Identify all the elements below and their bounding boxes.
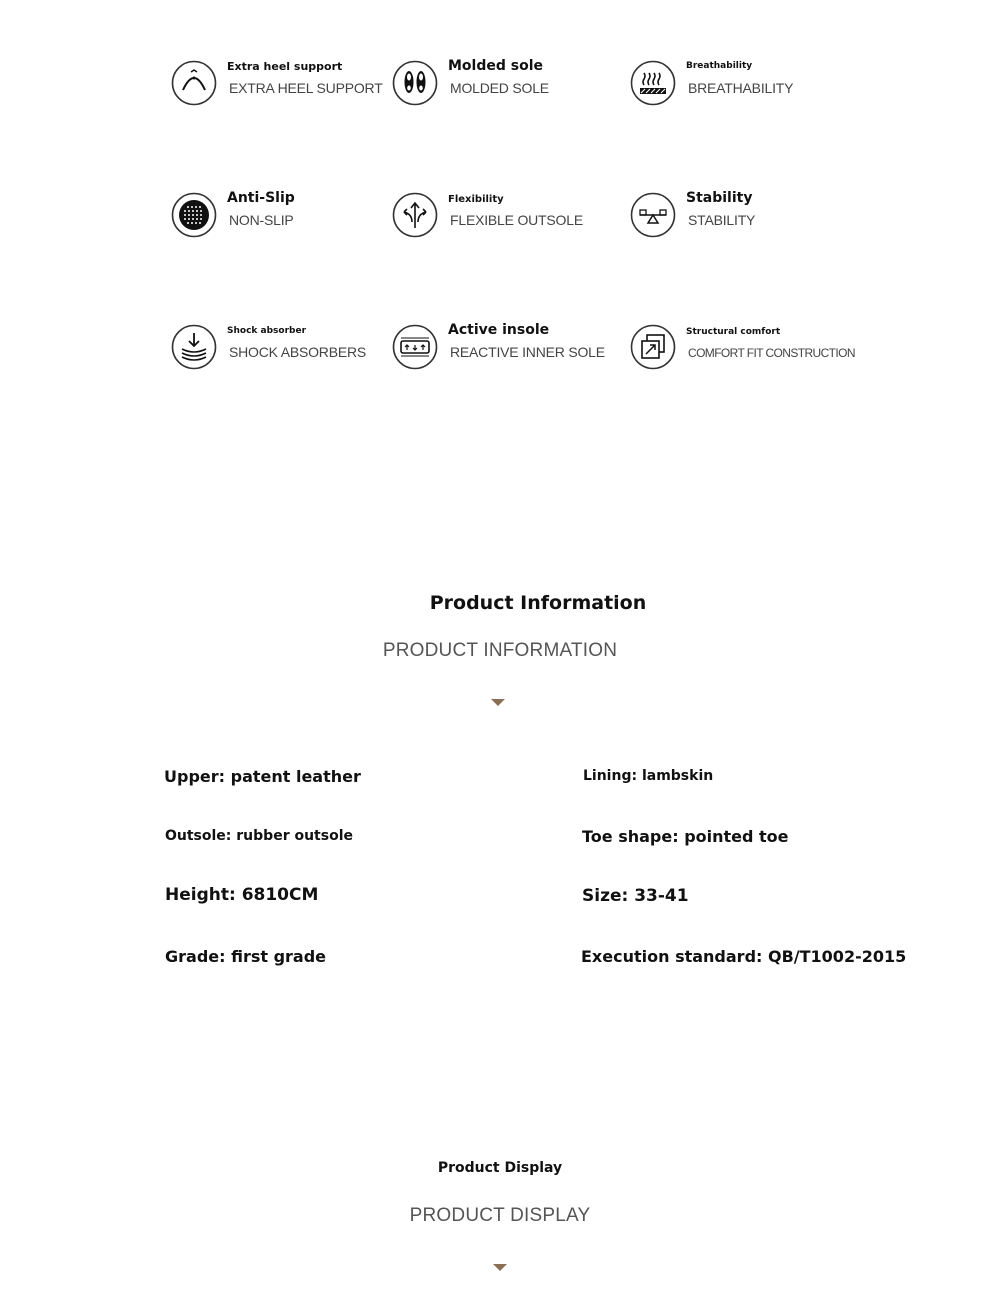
feature-title: Active insole [448, 322, 550, 338]
feature-structural-comfort [630, 324, 890, 374]
feature-subtitle: BREATHABILITY [688, 80, 794, 96]
feature-molded-sole [392, 60, 652, 110]
arrow-down-icon [493, 1264, 507, 1271]
spec-lining: Lining: lambskin [583, 768, 714, 784]
spec-execution-standard: Execution standard: QB/T1002-2015 [581, 947, 907, 966]
product-information-title: Product Information [429, 592, 647, 614]
spec-outsole: Outsole: rubber outsole [165, 828, 353, 844]
heel-support-icon [171, 60, 217, 106]
feature-active-insole [392, 324, 652, 374]
feature-stability [630, 192, 890, 242]
feature-title: Structural comfort [686, 327, 781, 337]
feature-title: Extra heel support [227, 60, 343, 73]
feature-subtitle: COMFORT FIT CONSTRUCTION [688, 346, 855, 360]
shock-absorber-icon [171, 324, 217, 370]
feature-title: Breathability [686, 61, 753, 71]
spec-grade: Grade: first grade [165, 947, 327, 966]
feature-subtitle: SHOCK ABSORBERS [229, 344, 367, 360]
spec-height: Height: 6810CM [165, 885, 319, 905]
breathability-icon [630, 60, 676, 106]
product-information-subtitle: PRODUCT INFORMATION [382, 640, 618, 661]
arrow-down-icon [491, 699, 505, 706]
spec-size: Size: 33-41 [582, 886, 689, 906]
flexibility-icon [392, 192, 438, 238]
feature-title: Flexibility [448, 194, 504, 205]
spec-upper: Upper: patent leather [164, 767, 361, 786]
active-insole-icon [392, 324, 438, 370]
product-display-title: Product Display [437, 1160, 563, 1176]
molded-sole-icon [392, 60, 438, 106]
feature-subtitle: STABILITY [688, 212, 756, 228]
feature-breathability [630, 60, 890, 110]
feature-subtitle: FLEXIBLE OUTSOLE [450, 212, 583, 228]
feature-subtitle: REACTIVE INNER SOLE [450, 344, 605, 360]
feature-subtitle: MOLDED SOLE [450, 80, 549, 96]
feature-title: Shock absorber [227, 326, 307, 336]
feature-title: Anti-Slip [227, 190, 295, 206]
stability-icon [630, 192, 676, 238]
feature-flexibility [392, 192, 652, 242]
feature-title: Molded sole [448, 58, 544, 74]
feature-subtitle: EXTRA HEEL SUPPORT [229, 80, 383, 96]
structural-comfort-icon [630, 324, 676, 370]
spec-toe-shape: Toe shape: pointed toe [582, 827, 789, 846]
feature-subtitle: NON-SLIP [229, 212, 294, 228]
feature-title: Stability [686, 190, 753, 206]
anti-slip-icon [171, 192, 217, 238]
product-display-subtitle: PRODUCT DISPLAY [409, 1205, 591, 1226]
